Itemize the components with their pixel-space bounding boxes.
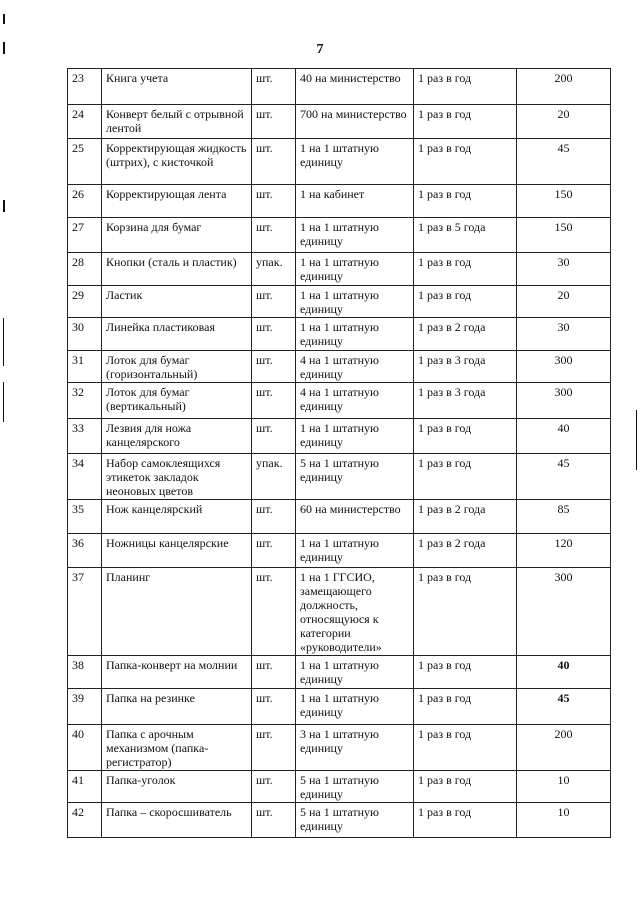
row-number: 31	[68, 351, 102, 383]
table-row	[68, 351, 611, 383]
item-frequency: 1 раз в год	[414, 803, 517, 838]
scan-mark	[3, 200, 5, 212]
item-frequency: 1 раз в 3 года	[414, 383, 517, 419]
item-name: Книга учета	[102, 69, 252, 105]
table-row	[68, 656, 611, 689]
row-number: 29	[68, 286, 102, 318]
row-number: 28	[68, 253, 102, 286]
item-frequency: 1 раз в год	[414, 656, 517, 689]
item-name: Папка-уголок	[102, 771, 252, 803]
item-name: Папка – скоросшиватель	[102, 803, 252, 838]
item-norm: 5 на 1 штатную единицу	[296, 771, 414, 803]
item-name: Кнопки (сталь и пластик)	[102, 253, 252, 286]
item-unit: шт.	[252, 568, 296, 656]
item-frequency: 1 раз в 2 года	[414, 318, 517, 351]
row-number: 35	[68, 500, 102, 534]
item-price: 200	[517, 69, 611, 105]
item-unit: шт.	[252, 419, 296, 454]
item-norm: 3 на 1 штатную единицу	[296, 725, 414, 771]
row-number: 37	[68, 568, 102, 656]
table-row	[68, 318, 611, 351]
item-unit: шт.	[252, 534, 296, 568]
scan-mark	[3, 382, 4, 422]
item-unit: шт.	[252, 500, 296, 534]
item-norm: 1 на кабинет	[296, 185, 414, 218]
scan-mark	[3, 318, 4, 366]
row-number: 23	[68, 69, 102, 105]
item-price: 85	[517, 500, 611, 534]
item-frequency: 1 раз в год	[414, 286, 517, 318]
scan-mark	[636, 410, 637, 470]
item-frequency: 1 раз в 3 года	[414, 351, 517, 383]
row-number: 39	[68, 689, 102, 725]
item-name: Набор самоклеящихся этикеток закладок неоновых цветов	[102, 454, 252, 500]
item-name: Ножницы канцелярские	[102, 534, 252, 568]
item-norm: 4 на 1 штатную единицу	[296, 383, 414, 419]
item-unit: шт.	[252, 803, 296, 838]
table-row	[68, 568, 611, 656]
row-number: 30	[68, 318, 102, 351]
item-norm: 5 на 1 штатную единицу	[296, 803, 414, 838]
item-frequency: 1 раз в год	[414, 454, 517, 500]
row-number: 36	[68, 534, 102, 568]
item-price: 150	[517, 185, 611, 218]
item-unit: упак.	[252, 454, 296, 500]
item-price: 10	[517, 803, 611, 838]
item-frequency: 1 раз в год	[414, 568, 517, 656]
item-name: Папка-конверт на молнии	[102, 656, 252, 689]
item-frequency: 1 раз в год	[414, 105, 517, 139]
item-norm: 60 на министерство	[296, 500, 414, 534]
table-row	[68, 218, 611, 253]
item-price: 300	[517, 351, 611, 383]
item-price: 40	[517, 419, 611, 454]
table-row	[68, 185, 611, 218]
item-name: Корзина для бумаг	[102, 218, 252, 253]
item-unit: шт.	[252, 656, 296, 689]
table-row	[68, 803, 611, 838]
table-row	[68, 771, 611, 803]
item-name: Корректирующая лента	[102, 185, 252, 218]
item-price: 45	[517, 454, 611, 500]
row-number: 34	[68, 454, 102, 500]
table-row	[68, 253, 611, 286]
item-frequency: 1 раз в 5 года	[414, 218, 517, 253]
item-unit: шт.	[252, 139, 296, 185]
item-unit: шт.	[252, 185, 296, 218]
item-frequency: 1 раз в год	[414, 139, 517, 185]
item-unit: шт.	[252, 286, 296, 318]
item-frequency: 1 раз в год	[414, 689, 517, 725]
item-norm: 1 на 1 штатную единицу	[296, 689, 414, 725]
item-norm: 700 на министерство	[296, 105, 414, 139]
item-frequency: 1 раз в год	[414, 69, 517, 105]
table-row	[68, 383, 611, 419]
item-norm: 1 на 1 ГГСИО, замещающего должность, относящуюся к категории «руководители»	[296, 568, 414, 656]
item-price: 45	[517, 139, 611, 185]
item-name: Лезвия для ножа канцелярского	[102, 419, 252, 454]
item-norm: 1 на 1 штатную единицу	[296, 656, 414, 689]
row-number: 26	[68, 185, 102, 218]
item-frequency: 1 раз в год	[414, 419, 517, 454]
item-norm: 1 на 1 штатную единицу	[296, 419, 414, 454]
row-number: 40	[68, 725, 102, 771]
item-unit: шт.	[252, 318, 296, 351]
item-unit: шт.	[252, 771, 296, 803]
scan-mark	[3, 14, 5, 24]
item-norm: 4 на 1 штатную единицу	[296, 351, 414, 383]
row-number: 25	[68, 139, 102, 185]
item-norm: 1 на 1 штатную единицу	[296, 534, 414, 568]
item-unit: шт.	[252, 218, 296, 253]
item-price: 20	[517, 105, 611, 139]
item-unit: упак.	[252, 253, 296, 286]
page-number: 7	[316, 42, 324, 57]
row-number: 38	[68, 656, 102, 689]
item-norm: 1 на 1 штатную единицу	[296, 218, 414, 253]
item-name: Папка с арочным механизмом (папка-регистратор)	[102, 725, 252, 771]
table-row	[68, 534, 611, 568]
item-norm: 1 на 1 штатную единицу	[296, 253, 414, 286]
item-price: 45	[517, 689, 611, 725]
item-name: Конверт белый с отрывной лентой	[102, 105, 252, 139]
item-frequency: 1 раз в 2 года	[414, 534, 517, 568]
item-norm: 1 на 1 штатную единицу	[296, 139, 414, 185]
item-name: Линейка пластиковая	[102, 318, 252, 351]
table-row	[68, 139, 611, 185]
item-price: 300	[517, 568, 611, 656]
table-row	[68, 454, 611, 500]
item-unit: шт.	[252, 383, 296, 419]
item-name: Лоток для бумаг (горизонтальный)	[102, 351, 252, 383]
item-norm: 5 на 1 штатную единицу	[296, 454, 414, 500]
item-frequency: 1 раз в год	[414, 725, 517, 771]
row-number: 42	[68, 803, 102, 838]
item-name: Ластик	[102, 286, 252, 318]
item-price: 40	[517, 656, 611, 689]
table-row	[68, 500, 611, 534]
table-row	[68, 419, 611, 454]
item-unit: шт.	[252, 725, 296, 771]
item-name: Лоток для бумаг (вертикальный)	[102, 383, 252, 419]
table-row	[68, 689, 611, 725]
table-row	[68, 105, 611, 139]
table-row	[68, 286, 611, 318]
item-unit: шт.	[252, 351, 296, 383]
item-price: 120	[517, 534, 611, 568]
item-norm: 40 на министерство	[296, 69, 414, 105]
item-frequency: 1 раз в 2 года	[414, 500, 517, 534]
row-number: 27	[68, 218, 102, 253]
item-frequency: 1 раз в год	[414, 185, 517, 218]
item-unit: шт.	[252, 689, 296, 725]
item-price: 20	[517, 286, 611, 318]
row-number: 33	[68, 419, 102, 454]
item-norm: 1 на 1 штатную единицу	[296, 286, 414, 318]
item-price: 10	[517, 771, 611, 803]
item-unit: шт.	[252, 69, 296, 105]
item-frequency: 1 раз в год	[414, 771, 517, 803]
item-price: 200	[517, 725, 611, 771]
item-unit: шт.	[252, 105, 296, 139]
item-norm: 1 на 1 штатную единицу	[296, 318, 414, 351]
item-price: 30	[517, 253, 611, 286]
item-frequency: 1 раз в год	[414, 253, 517, 286]
item-name: Планинг	[102, 568, 252, 656]
row-number: 32	[68, 383, 102, 419]
item-price: 300	[517, 383, 611, 419]
item-name: Корректирующая жидкость (штрих), с кисточкой	[102, 139, 252, 185]
table-row	[68, 69, 611, 105]
item-price: 150	[517, 218, 611, 253]
row-number: 24	[68, 105, 102, 139]
row-number: 41	[68, 771, 102, 803]
supplies-table	[67, 68, 611, 838]
item-name: Папка на резинке	[102, 689, 252, 725]
item-name: Нож канцелярский	[102, 500, 252, 534]
table-row	[68, 725, 611, 771]
item-price: 30	[517, 318, 611, 351]
